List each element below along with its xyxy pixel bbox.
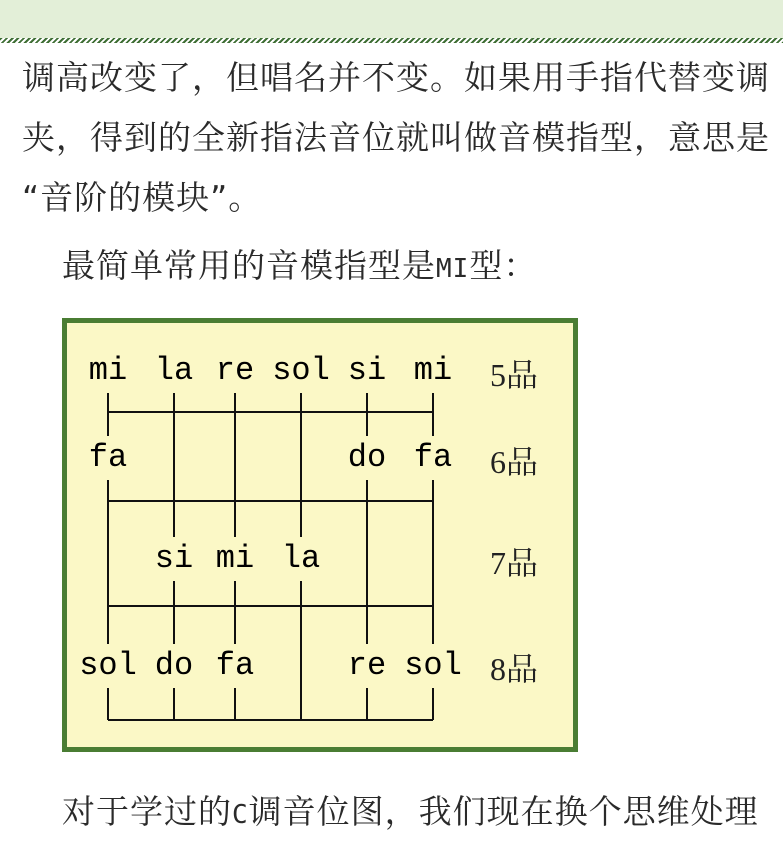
note-label: fa: [215, 647, 255, 684]
header-band: [0, 0, 783, 38]
paragraph-line: 夹，得到的全新指法音位就叫做音模指型，意思是: [22, 118, 770, 157]
fret-number-label: 6品: [490, 444, 539, 480]
note-label: si: [347, 352, 387, 389]
fretboard-chart: [62, 318, 578, 752]
note-label: do: [154, 647, 194, 684]
paragraph-intro: [22, 48, 770, 228]
note-label: la: [154, 352, 194, 389]
text-prefix: 最简单常用的音模指型是: [62, 246, 436, 285]
note-label: re: [215, 352, 255, 389]
text-suffix: 型：: [469, 246, 538, 285]
code-c: C: [232, 800, 249, 830]
fret-number-label: 5品: [490, 357, 539, 393]
fret-number-label: 8品: [490, 651, 539, 687]
note-label: si: [154, 540, 194, 577]
note-label: mi: [215, 540, 255, 577]
fret-number-label: 7品: [490, 545, 539, 581]
text-suffix: 调音位图，我们现在换个思维处理: [248, 792, 759, 831]
text-prefix: 对于学过的: [62, 792, 232, 831]
note-label: mi: [413, 352, 453, 389]
note-label: do: [347, 439, 387, 476]
note-label: fa: [413, 439, 453, 476]
code-mi: MI: [436, 254, 470, 284]
paragraph-line: “音阶的模块”。: [22, 178, 263, 217]
note-label: sol: [272, 352, 330, 389]
note-label: re: [347, 647, 387, 684]
note-label: la: [281, 540, 321, 577]
header-divider: [0, 38, 783, 43]
note-label: sol: [79, 647, 137, 684]
paragraph-mi-type: [62, 236, 537, 299]
paragraph-c-key: [62, 782, 759, 845]
note-label: mi: [88, 352, 128, 389]
paragraph-line: 调高改变了，但唱名并不变。如果用手指代替变调: [22, 58, 770, 97]
note-label: fa: [88, 439, 128, 476]
note-label: sol: [404, 647, 462, 684]
